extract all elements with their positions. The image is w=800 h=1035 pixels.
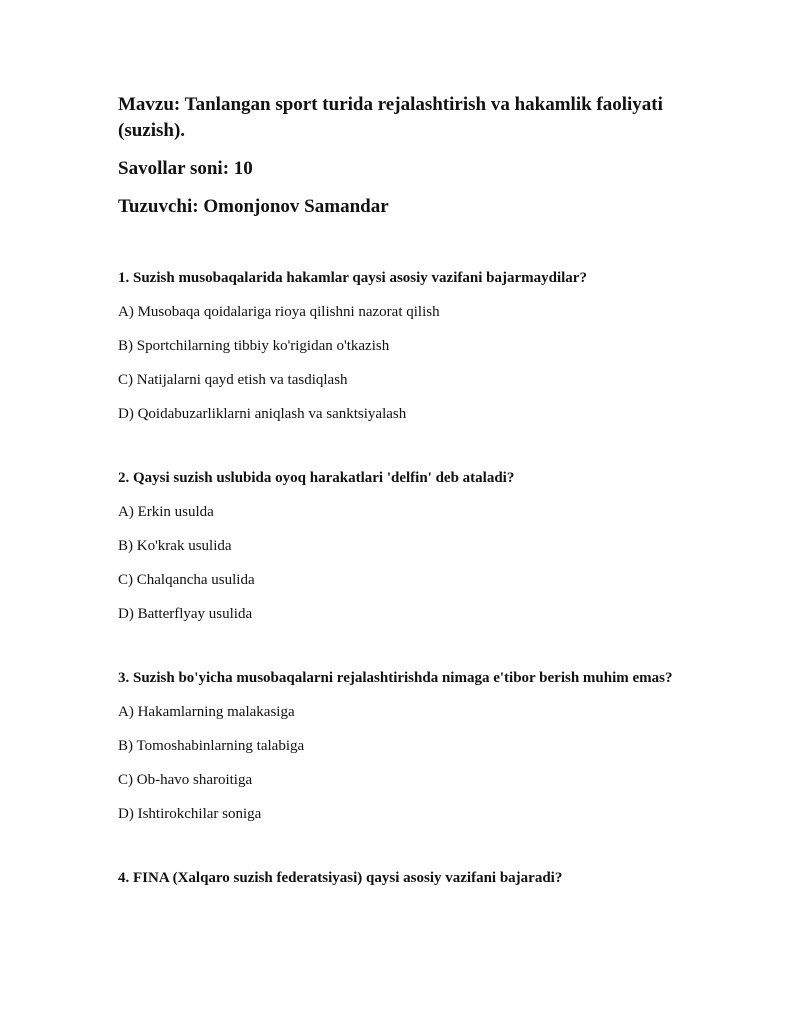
option-d: D) Qoidabuzarliklarni aniqlash va sanktsiyalash: [118, 406, 407, 422]
document-header: [118, 92, 678, 220]
question-block-1: [118, 267, 678, 425]
option-c: C) Chalqancha usulida: [118, 572, 255, 588]
question-text: 3. Suzish bo'yicha musobaqalarni rejalashtirishda nimaga e'tibor berish muhim emas?: [118, 670, 673, 686]
option-b: B) Ko'krak usulida: [118, 538, 232, 554]
option-a: A) Musobaqa qoidalariga rioya qilishni nazorat qilish: [118, 304, 440, 320]
option-c: C) Natijalarni qayd etish va tasdiqlash: [118, 372, 348, 388]
question-block-4: [118, 867, 678, 889]
question-block-3: [118, 667, 678, 825]
question-count: Savollar soni: 10: [118, 158, 253, 179]
option-c: C) Ob-havo sharoitiga: [118, 772, 253, 788]
author-line: Tuzuvchi: Omonjonov Samandar: [118, 196, 389, 217]
question-text: 2. Qaysi suzish uslubida oyoq harakatlari 'delfin' deb ataladi?: [118, 470, 515, 486]
option-b: B) Sportchilarning tibbiy ko'rigidan o'tkazish: [118, 338, 390, 354]
question-block-2: [118, 467, 678, 625]
question-text: 1. Suzish musobaqalarida hakamlar qaysi asosiy vazifani bajarmaydilar?: [118, 270, 587, 286]
option-d: D) Batterflyay usulida: [118, 606, 253, 622]
topic-title: Mavzu: Tanlangan sport turida rejalashtirish va hakamlik faoliyati (suzish).: [118, 94, 663, 141]
option-a: A) Hakamlarning malakasiga: [118, 704, 295, 720]
document-page: [118, 92, 678, 931]
option-b: B) Tomoshabinlarning talabiga: [118, 738, 305, 754]
option-d: D) Ishtirokchilar soniga: [118, 806, 262, 822]
question-text: 4. FINA (Xalqaro suzish federatsiyasi) qaysi asosiy vazifani bajaradi?: [118, 870, 563, 886]
option-a: A) Erkin usulda: [118, 504, 214, 520]
